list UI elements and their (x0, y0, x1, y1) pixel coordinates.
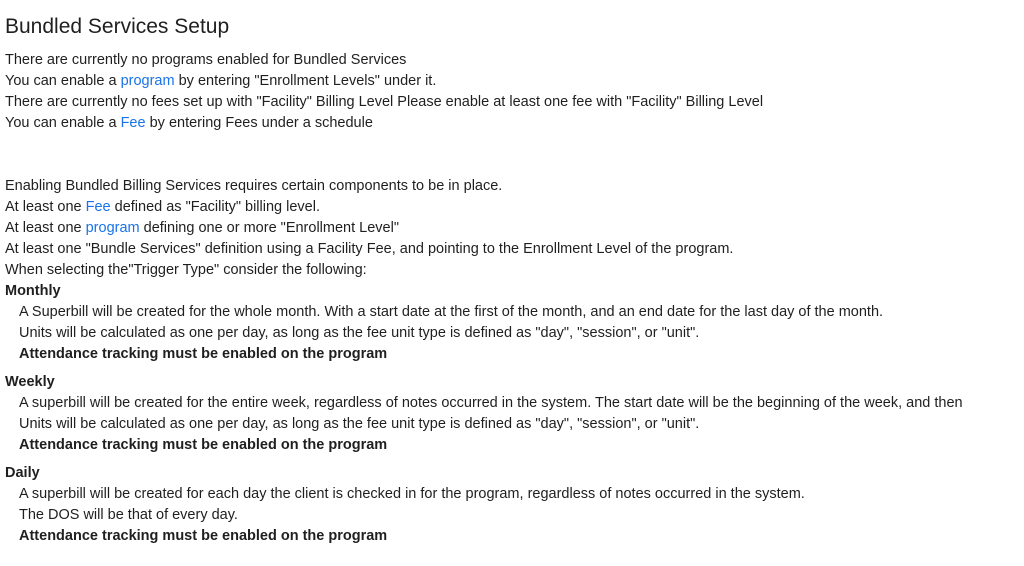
mode-line: The DOS will be that of every day. (19, 507, 238, 523)
bundle-requirement: At least one "Bundle Services" definition using a Facility Fee, and pointing to the Enrollment Level of the program. (5, 241, 734, 257)
status-section (5, 50, 1024, 134)
mode-daily (5, 463, 1024, 547)
requirement-fee-link[interactable]: Fee (85, 199, 111, 215)
trigger-type-note: When selecting the"Trigger Type" consider the following: (5, 262, 367, 278)
requirement-program-link[interactable]: program (85, 220, 140, 236)
mode-description (5, 302, 1024, 365)
program-requirement: At least one program defining one or more "Enrollment Level" (5, 220, 399, 236)
enable-fee-hint: You can enable a Fee by entering Fees under a schedule (5, 115, 373, 131)
page-title: Bundled Services Setup (5, 15, 230, 38)
program-link[interactable]: program (120, 73, 175, 89)
fee-requirement: At least one Fee defined as "Facility" billing level. (5, 199, 320, 215)
mode-line: A Superbill will be created for the whole month. With a start date at the first of the month, and an end date for the last day of the month. (19, 304, 884, 320)
attendance-note: Attendance tracking must be enabled on the program (19, 437, 388, 453)
requirements-section (5, 176, 1024, 281)
mode-description (5, 393, 1024, 456)
mode-monthly (5, 281, 1024, 365)
mode-title: Daily (5, 465, 40, 481)
mode-weekly (5, 372, 1024, 456)
section-spacer (5, 134, 1024, 176)
mode-line: A superbill will be created for the entire week, regardless of notes occurred in the system. The start date will be the beginning of the week, and then (19, 395, 963, 411)
mode-title: Monthly (5, 283, 61, 299)
attendance-note: Attendance tracking must be enabled on the program (19, 528, 388, 544)
mode-line: Units will be calculated as one per day, as long as the fee unit type is defined as "day", "session", or "unit". (19, 416, 700, 432)
enable-program-hint: You can enable a program by entering "Enrollment Levels" under it. (5, 73, 437, 89)
mode-description (5, 484, 1024, 547)
requirements-intro: Enabling Bundled Billing Services requires certain components to be in place. (5, 178, 503, 194)
no-programs-message: There are currently no programs enabled for Bundled Services (5, 52, 407, 68)
attendance-note: Attendance tracking must be enabled on the program (19, 346, 388, 362)
mode-title: Weekly (5, 374, 55, 390)
mode-line: A superbill will be created for each day the client is checked in for the program, regardless of notes occurred in the system. (19, 486, 805, 502)
mode-line: Units will be calculated as one per day, as long as the fee unit type is defined as "day", "session", or "unit". (19, 325, 700, 341)
no-fees-message: There are currently no fees set up with "Facility" Billing Level Please enable at least one fee with "Facility" Billing Level (5, 94, 764, 110)
fee-link[interactable]: Fee (120, 115, 146, 131)
